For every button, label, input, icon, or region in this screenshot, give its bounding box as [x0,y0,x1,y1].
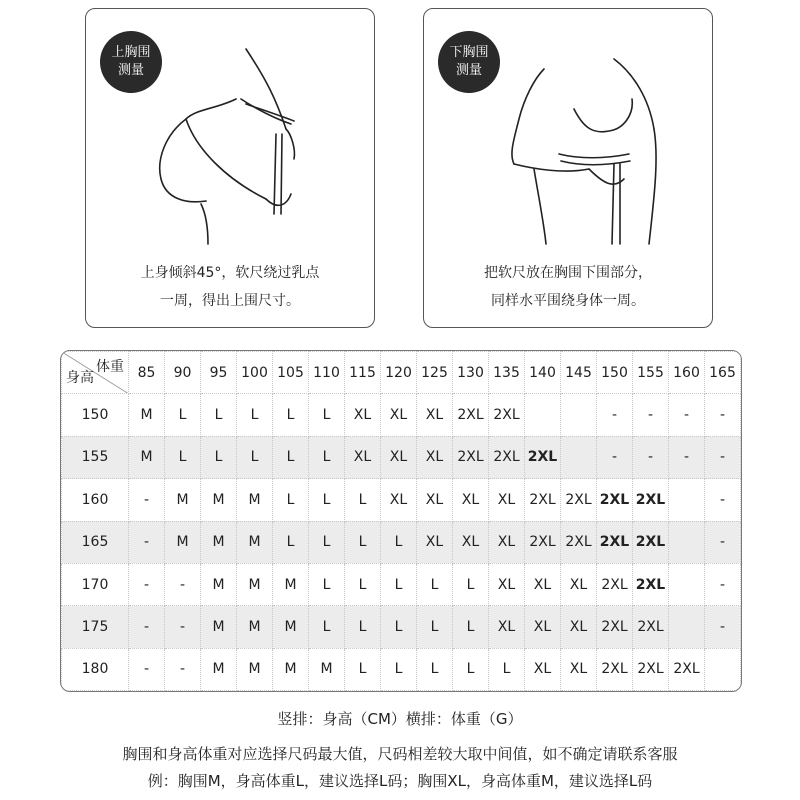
size-cell: - [705,563,741,605]
size-cell: XL [417,521,453,563]
size-cell: XL [381,479,417,521]
size-cell: L [489,648,525,690]
size-cell: - [669,436,705,478]
size-cell: XL [453,521,489,563]
selection-rule-note: 胸围和身高体重对应选择尺码最大值，尺码相差较大取中间值，如不确定请联系客服 [122,745,678,763]
size-cell: L [381,521,417,563]
weight-header-cell: 145 [561,352,597,394]
size-cell: 2XL [597,479,633,521]
size-cell: L [381,563,417,605]
size-cell: L [201,436,237,478]
size-cell: L [345,563,381,605]
size-cell: XL [525,606,561,648]
weight-axis-label: 体重 [96,359,124,375]
lower-caption-line1: 把软尺放在胸围下围部分， [484,265,652,281]
size-cell: M [129,394,165,436]
size-cell: 2XL [597,563,633,605]
size-cell: - [669,394,705,436]
size-cell: L [309,521,345,563]
size-cell [525,394,561,436]
height-cell: 170 [62,563,129,605]
size-cell: XL [489,606,525,648]
size-cell: L [309,394,345,436]
size-cell: L [273,521,309,563]
size-cell: 2XL [597,648,633,690]
size-cell: XL [381,394,417,436]
size-cell: M [201,648,237,690]
size-cell: XL [489,563,525,605]
size-cell: XL [489,479,525,521]
size-cell: L [273,394,309,436]
size-cell: - [597,436,633,478]
upper-caption-line2: 一周，得出上围尺寸。 [160,293,300,309]
size-cell: L [345,648,381,690]
size-cell: - [129,479,165,521]
weight-header-cell: 110 [309,352,345,394]
size-cell: - [705,394,741,436]
size-cell: L [273,436,309,478]
size-row [62,648,741,690]
size-cell: 2XL [633,479,669,521]
size-cell: L [381,606,417,648]
size-row [62,436,741,478]
size-row [62,563,741,605]
size-row [62,394,741,436]
size-cell: XL [525,563,561,605]
weight-header-cell: 105 [273,352,309,394]
size-cell: XL [561,606,597,648]
size-cell [561,436,597,478]
size-cell: M [201,606,237,648]
size-cell: XL [381,436,417,478]
weight-header-row [62,352,741,394]
size-cell [669,479,705,521]
weight-header-cell: 155 [633,352,669,394]
weight-header-cell: 125 [417,352,453,394]
height-cell: 150 [62,394,129,436]
size-cell: - [705,521,741,563]
size-cell [705,648,741,690]
axis-note: 竖排：身高（CM）横排：体重（G） [277,710,523,728]
size-cell: M [165,479,201,521]
weight-header-cell: 120 [381,352,417,394]
size-cell: - [705,606,741,648]
size-cell [669,563,705,605]
size-cell: XL [345,394,381,436]
size-cell: M [237,479,273,521]
upper-badge-line2: 测量 [117,63,144,78]
size-cell: 2XL [525,436,561,478]
size-cell: M [273,606,309,648]
size-cell: M [237,606,273,648]
height-cell: 180 [62,648,129,690]
size-cell: L [237,394,273,436]
size-cell: 2XL [669,648,705,690]
size-cell: - [129,563,165,605]
weight-header-cell: 130 [453,352,489,394]
size-cell: L [273,479,309,521]
size-cell: XL [561,648,597,690]
size-cell: M [237,563,273,605]
size-cell: M [201,479,237,521]
size-row [62,606,741,648]
size-cell [561,394,597,436]
example-note: 例：胸围M，身高体重L，建议选择L码；胸围XL，身高体重M，建议选择L码 [147,772,653,790]
size-chart-table [60,350,742,692]
upper-badge-line1: 上胸围 [111,45,151,60]
size-cell: 2XL [597,521,633,563]
weight-header-cell: 160 [669,352,705,394]
size-cell: M [237,648,273,690]
size-cell: XL [489,521,525,563]
size-cell: - [597,394,633,436]
size-cell: M [309,648,345,690]
size-cell: 2XL [633,648,669,690]
size-chart-body [62,352,741,691]
weight-header-cell: 135 [489,352,525,394]
size-cell: L [309,606,345,648]
size-cell: XL [417,479,453,521]
size-cell: 2XL [633,563,669,605]
upper-bust-panel [85,8,375,328]
size-cell: M [201,521,237,563]
size-cell: XL [417,436,453,478]
size-cell: 2XL [525,521,561,563]
size-cell: L [417,563,453,605]
size-cell: 2XL [453,436,489,478]
size-cell: M [273,648,309,690]
upper-caption-line1: 上身倾斜45°，软尺绕过乳点 [140,265,320,281]
size-cell: L [453,648,489,690]
size-cell: XL [417,394,453,436]
size-cell: L [381,648,417,690]
size-cell: L [345,479,381,521]
height-cell: 175 [62,606,129,648]
size-cell: M [273,563,309,605]
weight-header-cell: 150 [597,352,633,394]
size-cell: 2XL [561,479,597,521]
size-cell: - [129,521,165,563]
size-cell: L [201,394,237,436]
weight-header-cell: 165 [705,352,741,394]
size-cell: M [129,436,165,478]
corner-cell [62,352,129,394]
size-cell: 2XL [489,394,525,436]
size-cell: - [705,479,741,521]
size-cell: XL [345,436,381,478]
lower-badge-line2: 测量 [455,63,482,78]
lower-caption-line2: 同样水平围绕身体一周。 [491,293,645,309]
size-row [62,521,741,563]
size-cell: - [129,648,165,690]
size-cell: - [129,606,165,648]
size-cell: L [417,606,453,648]
weight-header-cell: 85 [129,352,165,394]
size-cell: 2XL [633,521,669,563]
size-cell: L [165,394,201,436]
height-cell: 165 [62,521,129,563]
height-cell: 160 [62,479,129,521]
upper-bust-measure-illustration [126,39,346,249]
size-cell: - [633,436,669,478]
size-cell: - [165,648,201,690]
size-cell: XL [525,648,561,690]
size-row [62,479,741,521]
lower-bust-panel [423,8,713,328]
weight-header-cell: 95 [201,352,237,394]
size-cell: L [309,563,345,605]
height-cell: 155 [62,436,129,478]
size-cell: 2XL [489,436,525,478]
size-cell: L [165,436,201,478]
size-cell: L [417,648,453,690]
weight-header-cell: 115 [345,352,381,394]
size-cell: M [201,563,237,605]
size-cell [669,521,705,563]
lower-badge-line1: 下胸围 [449,45,489,60]
size-cell: L [309,479,345,521]
size-cell: - [165,606,201,648]
size-cell: M [237,521,273,563]
height-axis-label: 身高 [66,370,94,387]
size-cell: 2XL [525,479,561,521]
size-cell: XL [453,479,489,521]
size-cell: XL [561,563,597,605]
size-cell: 2XL [453,394,489,436]
size-cell: L [453,563,489,605]
size-cell: - [705,436,741,478]
size-cell: M [165,521,201,563]
size-cell: L [453,606,489,648]
size-cell: L [309,436,345,478]
size-cell: 2XL [561,521,597,563]
size-cell: L [345,521,381,563]
size-cell: - [633,394,669,436]
size-cell [669,606,705,648]
size-cell: 2XL [597,606,633,648]
size-cell: - [165,563,201,605]
size-cell: 2XL [633,606,669,648]
size-cell: L [345,606,381,648]
weight-header-cell: 90 [165,352,201,394]
weight-header-cell: 140 [525,352,561,394]
lower-bust-measure-illustration [464,39,684,249]
size-cell: L [237,436,273,478]
weight-header-cell: 100 [237,352,273,394]
